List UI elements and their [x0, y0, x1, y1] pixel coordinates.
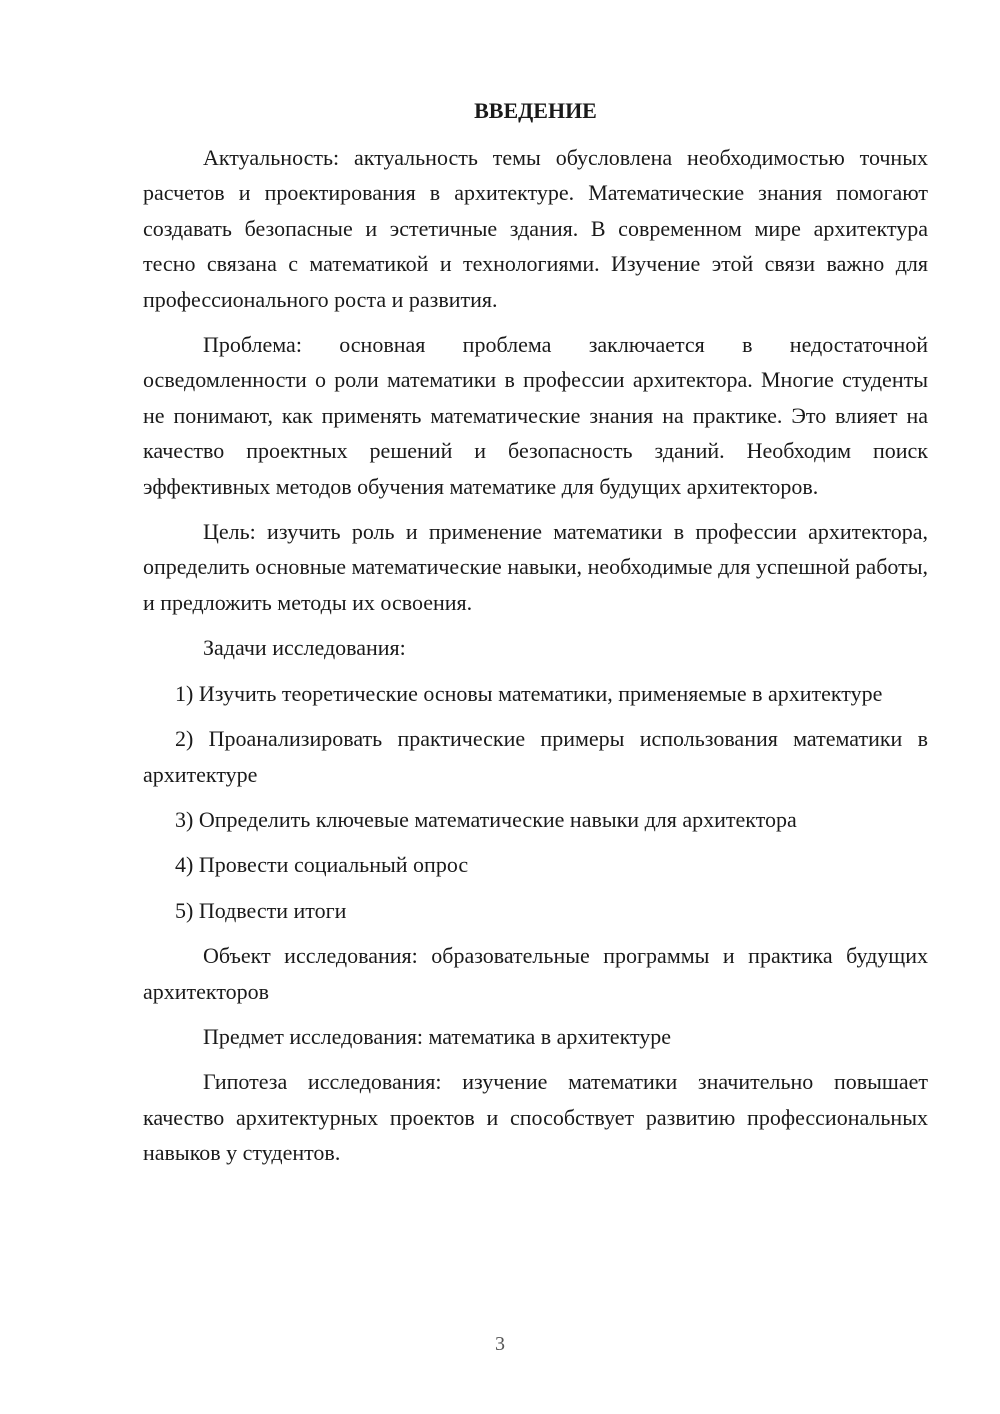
- list-item: 5) Подвести итоги: [175, 897, 347, 923]
- relevance-paragraph: Актуальность: актуальность темы обусловлена необходимостью точных расчетов и проектирования в архитектуре. Математические знания помогают создавать безопасные и эстетичные здания. В современном мире архитектура тесно связана с математикой и технологиями. Изучение этой связи важно для профессионального роста и развития.: [143, 145, 928, 312]
- list-item: 1) Изучить теоретические основы математики, применяемые в архитектуре: [175, 680, 883, 706]
- list-item: 3) Определить ключевые математические навыки для архитектора: [175, 806, 797, 832]
- page-number: 3: [495, 1333, 505, 1355]
- subject-paragraph: Предмет исследования: математика в архитектуре: [203, 1023, 672, 1049]
- tasks-list: [143, 676, 928, 928]
- document-page: [143, 96, 928, 1181]
- hypothesis-paragraph: Гипотеза исследования: изучение математики значительно повышает качество архитектурных проектов и способствует развитию профессиональных навыков у студентов.: [143, 1069, 928, 1166]
- list-item: 2) Проанализировать практические примеры использования математики в архитектуре: [143, 726, 928, 787]
- object-paragraph: Объект исследования: образовательные программы и практика будущих архитекторов: [143, 943, 928, 1004]
- problem-paragraph: Проблема: основная проблема заключается в недостаточной осведомленности о роли математики в профессии архитектора. Многие студенты не понимают, как применять математические знания на практике. Это влияет на качество проектных решений и безопасность зданий. Необходим поиск эффективных методов обучения математике для будущих архитекторов.: [143, 332, 928, 499]
- goal-paragraph: Цель: изучить роль и применение математики в профессии архитектора, определить основные математические навыки, необходимые для успешной работы, и предложить методы их освоения.: [143, 519, 928, 615]
- page-title: ВВЕДЕНИЕ: [474, 98, 597, 123]
- list-item: 4) Провести социальный опрос: [175, 852, 469, 878]
- tasks-heading: Задачи исследования:: [203, 635, 406, 661]
